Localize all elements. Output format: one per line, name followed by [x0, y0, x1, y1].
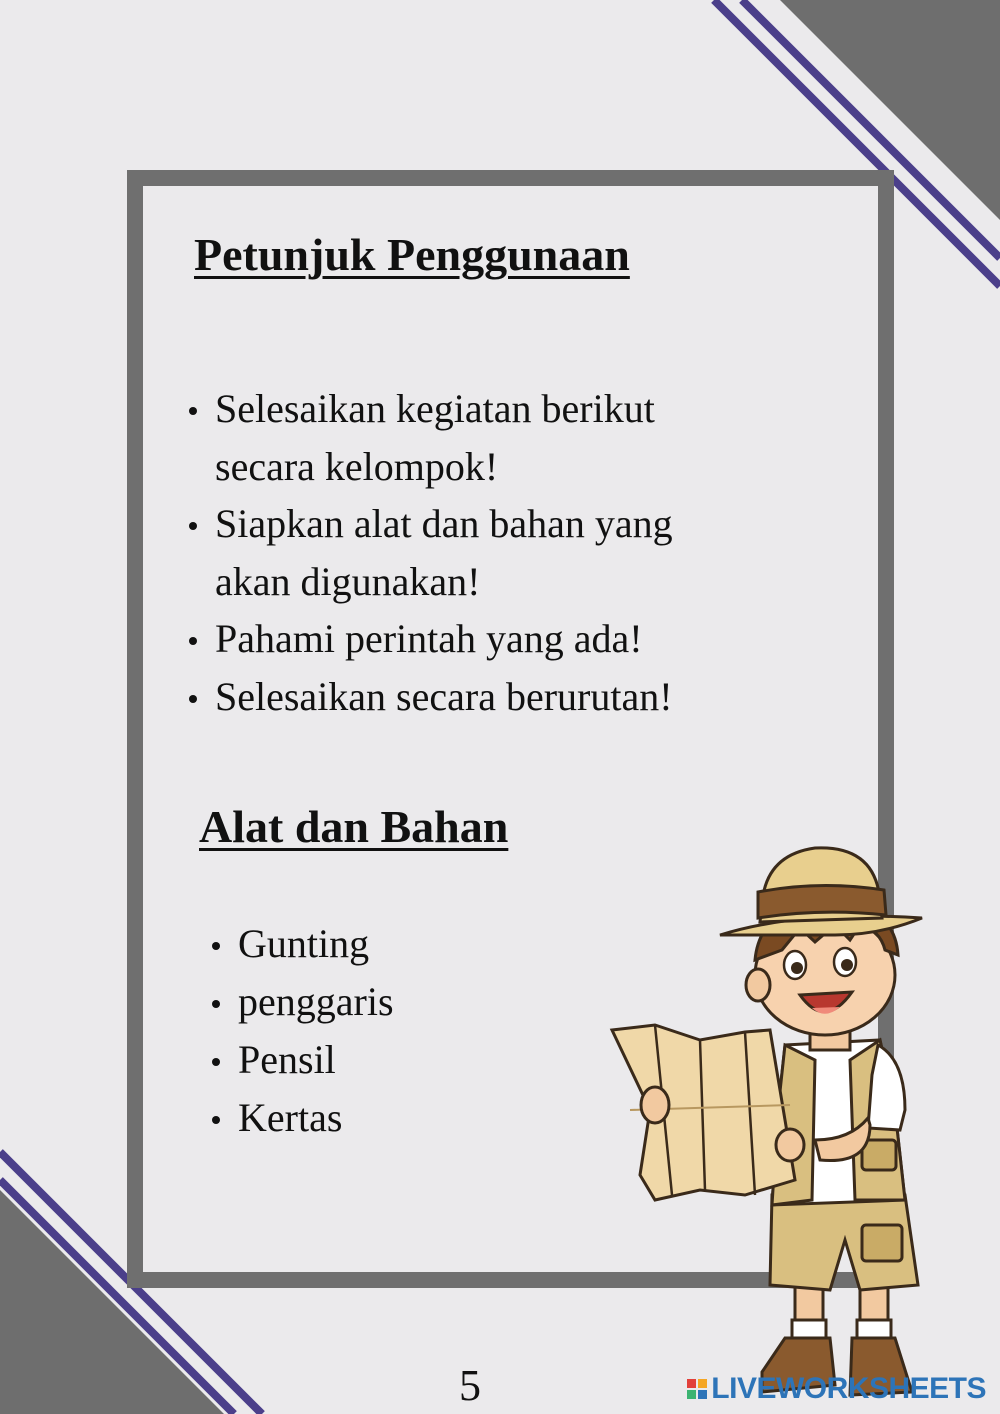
list-item-line: Selesaikan secara berurutan!: [215, 673, 673, 719]
instructions-list: [215, 380, 673, 725]
brand-watermark[interactable]: [687, 1372, 986, 1406]
list-item-line: Pahami perintah yang ada!: [215, 616, 643, 661]
list-item-text: Kertas: [238, 1095, 343, 1140]
list-item: [238, 915, 394, 973]
list-item: [238, 1089, 394, 1147]
bullet-icon: [189, 695, 197, 703]
materials-heading: Alat dan Bahan: [199, 801, 509, 852]
list-item-text: Pensil: [238, 1037, 336, 1082]
list-item-line: akan digunakan!: [215, 558, 481, 604]
list-item: [238, 973, 394, 1031]
list-item-line: secara kelompok!: [215, 443, 499, 489]
bullet-icon: [212, 942, 220, 950]
list-item: [215, 380, 673, 495]
page-number: 5: [459, 1361, 481, 1410]
list-item: [215, 610, 673, 668]
list-item-text: Gunting: [238, 921, 370, 966]
bullet-icon: [212, 1116, 220, 1124]
bullet-icon: [212, 1058, 220, 1066]
list-item-line: Selesaikan kegiatan berikut: [215, 386, 655, 431]
liveworksheets-logo-icon: [687, 1379, 707, 1399]
bullet-icon: [189, 522, 197, 530]
list-item: [215, 668, 673, 726]
list-item-line: Siapkan alat dan bahan yang: [215, 501, 673, 546]
list-item-text: penggaris: [238, 979, 394, 1024]
bullet-icon: [189, 637, 197, 645]
brand-text: LIVEWORKSHEETS: [711, 1372, 986, 1405]
list-item: [215, 495, 673, 610]
list-item: [238, 1031, 394, 1089]
bullet-icon: [189, 407, 197, 415]
instructions-heading: Petunjuk Penggunaan: [194, 229, 630, 280]
bullet-icon: [212, 1000, 220, 1008]
materials-list: [238, 915, 394, 1147]
explorer-kid-illustration: [600, 840, 930, 1414]
